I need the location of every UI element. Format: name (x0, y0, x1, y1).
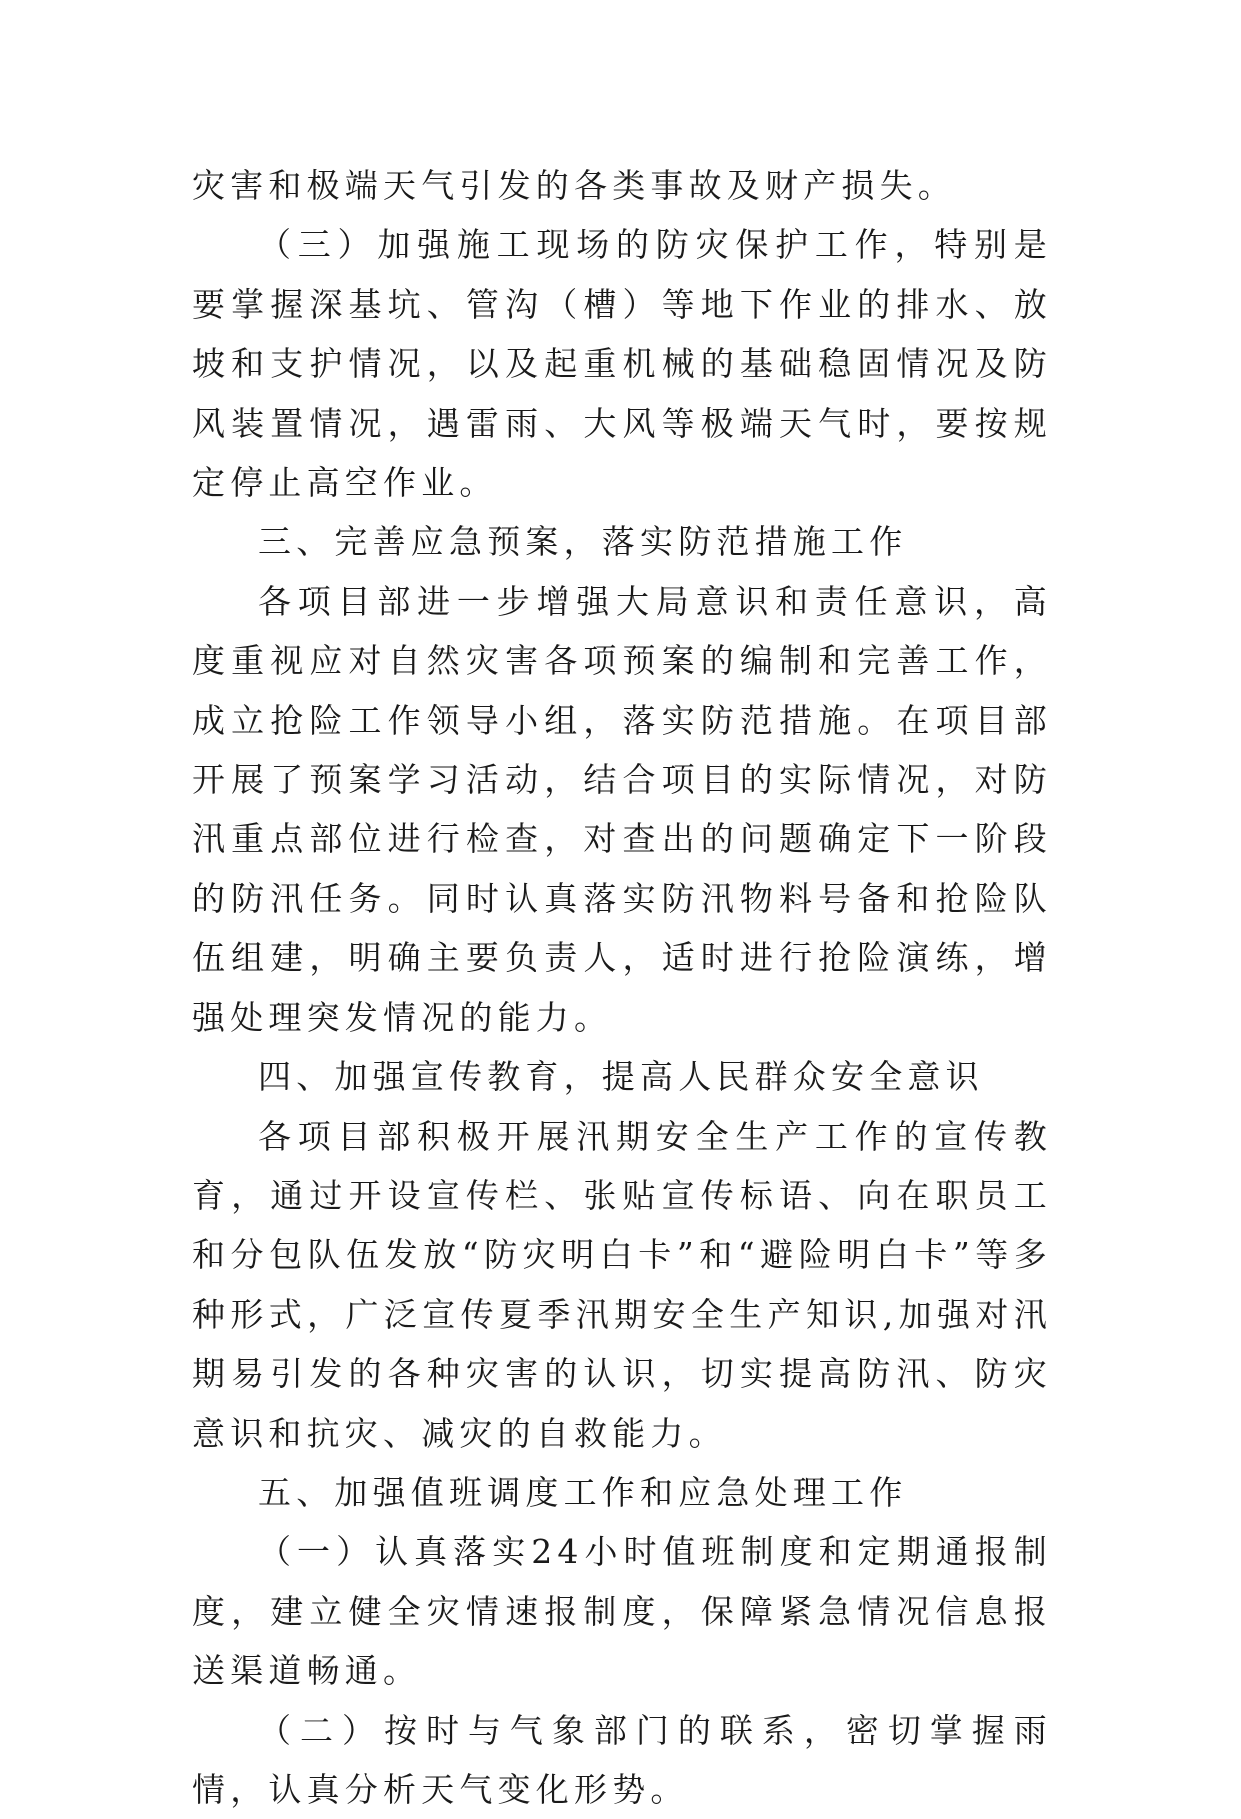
paragraph-weather-liaison: （二）按时与气象部门的联系，密切掌握雨情，认真分析天气变化形势。 (192, 1710, 1052, 1809)
section-heading-publicity-education: 四、加强宣传教育，提高人民群众安全意识 (258, 1057, 984, 1097)
section-heading-emergency-plan: 三、完善应急预案，落实防范措施工作 (258, 522, 908, 562)
document-body (192, 156, 1052, 1819)
paragraph-publicity-education: 各项目部积极开展汛期安全生产工作的宣传教育，通过开设宣传栏、张贴宣传标语、向在职员工和分包队伍发放“防灾明白卡”和“避险明白卡”等多种形式，广泛宣传夏季汛期安全生产知识,加强对汛期易引发的各种灾害的认识，切实提高防汛、防灾意识和抗灾、减灾的自救能力。 (192, 1116, 1052, 1453)
paragraph-continuation: 灾害和极端天气引发的各类事故及财产损失。 (192, 166, 956, 205)
paragraph-construction-site-protection: （三）加强施工现场的防灾保护工作，特别是要掌握深基坑、管沟（槽）等地下作业的排水、放坡和支护情况，以及起重机械的基础稳固情况及防风装置情况，遇雷雨、大风等极端天气时，要按规定停止高空作业。 (192, 225, 1052, 503)
paragraph-duty-system: （一）认真落实24小时值班制度和定期通报制度，建立健全灾情速报制度，保障紧急情况信息报送渠道畅通。 (192, 1532, 1052, 1691)
paragraph-emergency-plan: 各项目部进一步增强大局意识和责任意识，高度重视应对自然灾害各项预案的编制和完善工作，成立抢险工作领导小组，落实防范措施。在项目部开展了预案学习活动，结合项目的实际情况，对防汛重点部位进行检查，对查出的问题确定下一阶段的防汛任务。同时认真落实防汛物料号备和抢险队伍组建，明确主要负责人，适时进行抢险演练，增强处理突发情况的能力。 (192, 581, 1052, 1037)
section-heading-duty-dispatch: 五、加强值班调度工作和应急处理工作 (258, 1472, 908, 1512)
